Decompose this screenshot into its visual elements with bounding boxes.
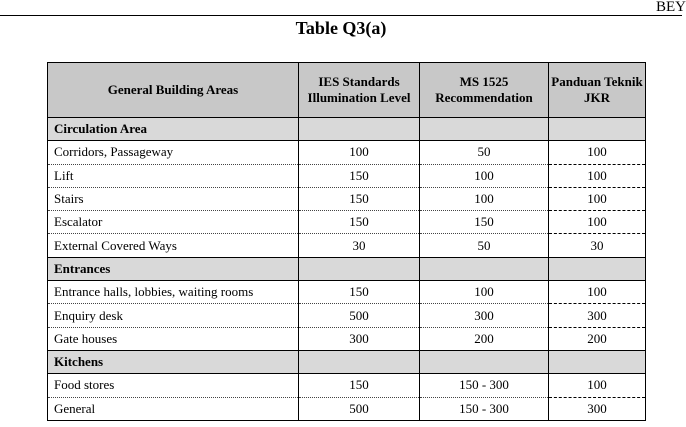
- ies-value: 100: [299, 141, 420, 164]
- section-empty-cell: [299, 118, 420, 141]
- jkr-value: 300: [549, 304, 646, 327]
- table-body: [48, 118, 646, 421]
- table-row: [48, 374, 646, 397]
- ies-value: 150: [299, 187, 420, 210]
- area-cell: Entrance halls, lobbies, waiting rooms: [48, 281, 299, 304]
- section-empty-cell: [299, 350, 420, 373]
- jkr-value: 30: [549, 234, 646, 257]
- section-empty-cell: [549, 118, 646, 141]
- section-title: Circulation Area: [48, 118, 299, 141]
- ms1525-value: 150 - 300: [420, 374, 549, 397]
- jkr-value: 200: [549, 327, 646, 350]
- jkr-value: 100: [549, 164, 646, 187]
- area-cell: Lift: [48, 164, 299, 187]
- ies-value: 150: [299, 164, 420, 187]
- ms1525-value: 150: [420, 211, 549, 234]
- area-cell: External Covered Ways: [48, 234, 299, 257]
- jkr-value: 100: [549, 281, 646, 304]
- table-row: [48, 281, 646, 304]
- ies-value: 150: [299, 281, 420, 304]
- illumination-table: [47, 62, 646, 421]
- section-empty-cell: [420, 257, 549, 280]
- section-empty-cell: [420, 118, 549, 141]
- area-cell: Food stores: [48, 374, 299, 397]
- ies-value: 300: [299, 327, 420, 350]
- page-header-rule: [0, 15, 682, 16]
- ms1525-value: 50: [420, 141, 549, 164]
- ms1525-value: 100: [420, 281, 549, 304]
- area-cell: Escalator: [48, 211, 299, 234]
- section-title: Kitchens: [48, 350, 299, 373]
- header-row: [48, 63, 646, 118]
- jkr-value: 100: [549, 374, 646, 397]
- ies-value: 500: [299, 397, 420, 420]
- area-cell: Gate houses: [48, 327, 299, 350]
- column-header-area: General Building Areas: [48, 63, 299, 118]
- ies-value: 30: [299, 234, 420, 257]
- area-cell: Stairs: [48, 187, 299, 210]
- ms1525-value: 300: [420, 304, 549, 327]
- section-row: [48, 350, 646, 373]
- page-header-code: BEY: [656, 0, 686, 15]
- section-empty-cell: [299, 257, 420, 280]
- table-row: [48, 304, 646, 327]
- column-header-ms1525: MS 1525 Recommendation: [420, 63, 549, 118]
- ms1525-value: 100: [420, 187, 549, 210]
- area-cell: Corridors, Passageway: [48, 141, 299, 164]
- table-row: [48, 234, 646, 257]
- section-row: [48, 118, 646, 141]
- table-row: [48, 211, 646, 234]
- ms1525-value: 150 - 300: [420, 397, 549, 420]
- jkr-value: 100: [549, 141, 646, 164]
- table-row: [48, 187, 646, 210]
- column-header-jkr: Panduan Teknik JKR: [549, 63, 646, 118]
- section-title: Entrances: [48, 257, 299, 280]
- section-empty-cell: [549, 350, 646, 373]
- jkr-value: 100: [549, 187, 646, 210]
- ms1525-value: 100: [420, 164, 549, 187]
- ms1525-value: 50: [420, 234, 549, 257]
- table-row: [48, 141, 646, 164]
- table-row: [48, 327, 646, 350]
- ies-value: 500: [299, 304, 420, 327]
- section-row: [48, 257, 646, 280]
- ms1525-value: 200: [420, 327, 549, 350]
- table-row: [48, 164, 646, 187]
- area-cell: General: [48, 397, 299, 420]
- ies-value: 150: [299, 374, 420, 397]
- column-header-ies: IES Standards Illumination Level: [299, 63, 420, 118]
- table-title: Table Q3(a): [295, 18, 387, 38]
- jkr-value: 100: [549, 211, 646, 234]
- area-cell: Enquiry desk: [48, 304, 299, 327]
- jkr-value: 300: [549, 397, 646, 420]
- table-row: [48, 397, 646, 420]
- section-empty-cell: [549, 257, 646, 280]
- section-empty-cell: [420, 350, 549, 373]
- ies-value: 150: [299, 211, 420, 234]
